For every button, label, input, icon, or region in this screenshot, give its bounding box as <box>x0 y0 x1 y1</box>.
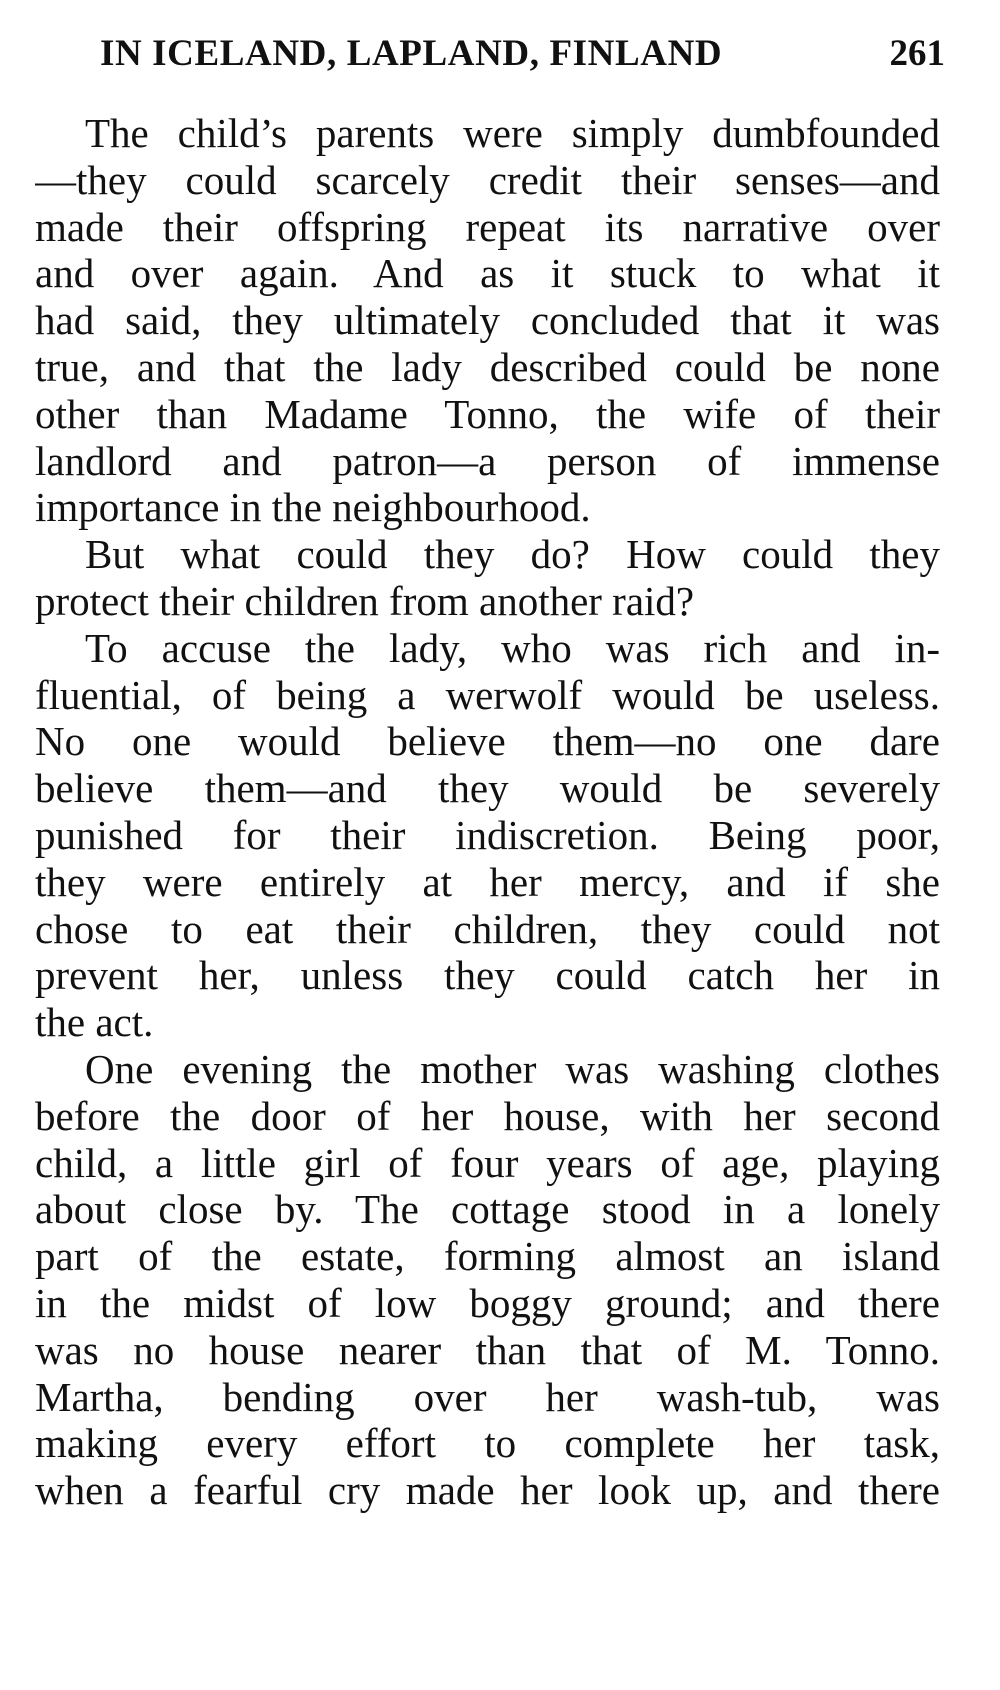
text-line: The child’s parents were simply dumbfounded <box>85 110 940 156</box>
text-line: and over again. And as it stuck to what it <box>35 250 940 297</box>
text-line: about close by. The cottage stood in a lonely <box>35 1186 940 1233</box>
text-line: was no house nearer than that of M. Tonno. <box>35 1326 940 1373</box>
text-line: child, a little girl of four years of age, playing <box>35 1139 940 1186</box>
text-line: in the midst of low boggy ground; and there <box>35 1279 940 1326</box>
text-line: importance in the neighbourhood. <box>35 484 591 531</box>
paragraph-2 <box>35 531 940 625</box>
text-line: making every effort to complete her task, <box>35 1420 940 1467</box>
text-line: they were entirely at her mercy, and if she <box>35 858 940 905</box>
text-line: fluential, of being a werwolf would be useless. <box>35 671 940 718</box>
paragraph-3 <box>35 625 940 1046</box>
running-title: IN ICELAND, LAPLAND, FINLAND <box>100 33 723 74</box>
paragraph-1 <box>35 110 940 531</box>
text-line: prevent her, unless they could catch her in <box>35 952 940 999</box>
text-line: punished for their indiscretion. Being poor, <box>35 811 940 858</box>
paragraph-4 <box>35 1046 940 1514</box>
text-line: Martha, bending over her wash-tub, was <box>35 1373 940 1420</box>
text-line: other than Madame Tonno, the wife of their <box>35 390 940 437</box>
text-line: protect their children from another raid? <box>35 577 695 624</box>
text-line: made their offspring repeat its narrative over <box>35 203 940 250</box>
text-line: had said, they ultimately concluded that it was <box>35 297 940 344</box>
text-line: before the door of her house, with her second <box>35 1092 940 1139</box>
text-line: the act. <box>35 999 154 1046</box>
text-line: landlord and patron—a person of immense <box>35 437 940 484</box>
text-line: But what could they do? How could they <box>85 531 940 578</box>
body-text <box>35 110 940 1514</box>
text-line: true, and that the lady described could be none <box>35 343 940 390</box>
text-line: part of the estate, forming almost an island <box>35 1233 940 1280</box>
text-line: chose to eat their children, they could not <box>35 905 940 952</box>
text-line: To accuse the lady, who was rich and in- <box>85 624 940 671</box>
text-line: when a fearful cry made her look up, and there <box>35 1467 940 1514</box>
page-number: 261 <box>889 33 945 74</box>
text-line: One evening the mother was washing clothes <box>85 1045 940 1092</box>
text-line: believe them—and they would be severely <box>35 765 940 812</box>
running-head <box>0 22 945 82</box>
text-line: No one would believe them—no one dare <box>35 718 940 765</box>
text-line: —they could scarcely credit their senses—and <box>35 156 940 203</box>
